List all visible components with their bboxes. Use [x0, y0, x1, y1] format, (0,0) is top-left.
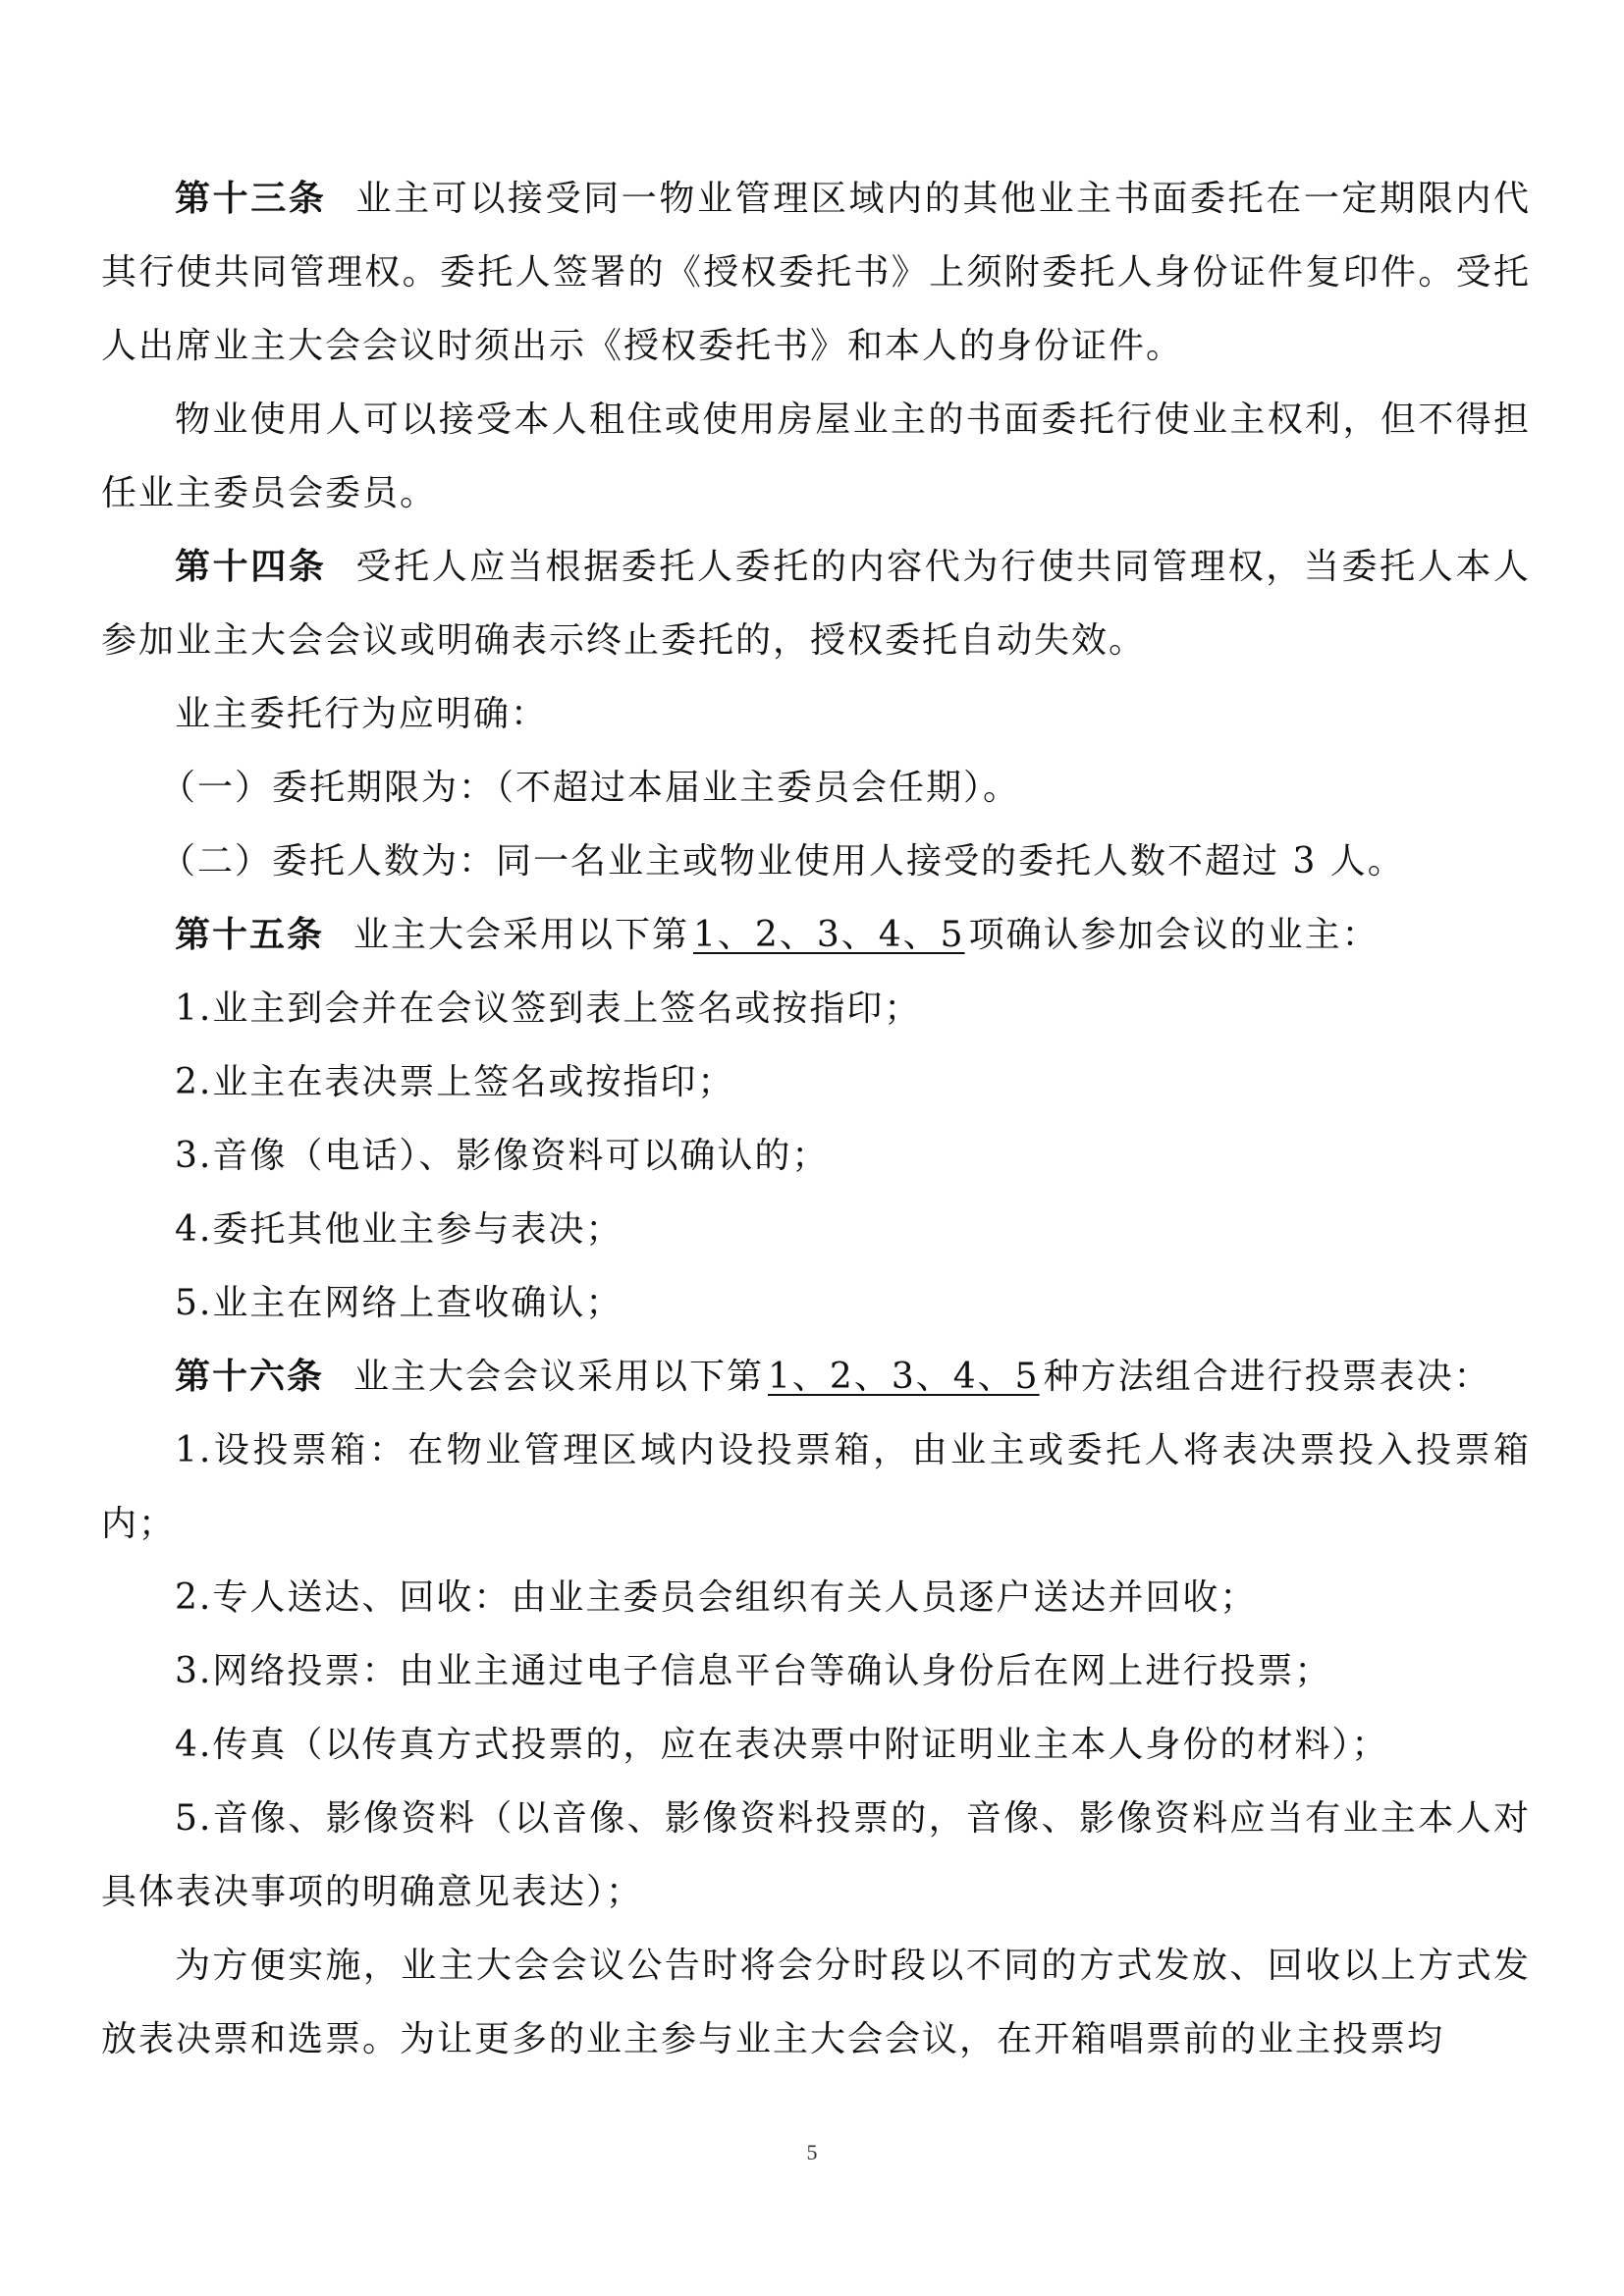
- article-15-label: 第十五条: [175, 914, 325, 955]
- article-16-label: 第十六条: [175, 1356, 325, 1397]
- article-16-item: 2.专人送达、回收：由业主委员会组织有关人员逐户送达并回收；: [175, 1577, 1258, 1618]
- article-15-item: 5.业主在网络上查收确认；: [175, 1283, 623, 1323]
- article-13: [101, 162, 1531, 383]
- article-14-item-2: （二）委托人数为：同一名业主或物业使用人接受的委托人数不超过 3 人。: [160, 841, 1405, 881]
- document-body: [101, 162, 1531, 2076]
- article-13-text: 业主可以接受同一物业管理区域内的其他业主书面委托在一定期限内代其行使共同管理权。委托人签署的《授权委托书》上须附委托人身份证件复印件。受托人出席业主大会会议时须出示《授权委托书》和本人的身份证件。: [101, 179, 1531, 366]
- article-15-post: 项确认参加会议的业主：: [968, 915, 1380, 955]
- article-15: [101, 898, 1531, 972]
- article-15-fill-blank: 1、2、3、4、5: [693, 915, 965, 955]
- article-16-item: 4.传真（以传真方式投票的，应在表决票中附证明业主本人身份的材料）；: [175, 1725, 1389, 1765]
- article-16: [101, 1340, 1531, 1414]
- article-14: [101, 530, 1531, 677]
- article-16-pre: 业主大会会议采用以下第: [353, 1357, 765, 1397]
- article-15-pre: 业主大会采用以下第: [353, 915, 690, 955]
- article-15-item: 1.业主到会并在会议签到表上签名或按指印；: [175, 988, 922, 1029]
- article-16-item: 3.网络投票：由业主通过电子信息平台等确认身份后在网上进行投票；: [175, 1651, 1332, 1691]
- article-14-item-1: （一）委托期限为：（不超过本届业主委员会任期）。: [160, 768, 1021, 808]
- article-16-item: 5.音像、影像资料（以音像、影像资料投票的，音像、影像资料应当有业主本人对具体表决事项的明确意见表达）；: [101, 1798, 1531, 1912]
- article-14-label: 第十四条: [175, 546, 327, 587]
- article-13-label: 第十三条: [175, 178, 327, 219]
- page-number: 5: [806, 2140, 818, 2164]
- article-16-fill-blank: 1、2、3、4、5: [768, 1357, 1040, 1397]
- article-14-text: 受托人应当根据委托人委托的内容代为行使共同管理权，当委托人本人参加业主大会会议或明确表示终止委托的，授权委托自动失效。: [101, 547, 1531, 661]
- article-16-closing: 为方便实施，业主大会会议公告时将会分时段以不同的方式发放、回收以上方式发放表决票和选票。为让更多的业主参与业主大会会议，在开箱唱票前的业主投票均: [101, 1946, 1531, 2059]
- article-13-paragraph-2: 物业使用人可以接受本人租住或使用房屋业主的书面委托行使业主权利，但不得担任业主委员会委员。: [101, 400, 1531, 513]
- article-15-item: 3.音像（电话）、影像资料可以确认的；: [175, 1136, 830, 1176]
- article-15-item: 4.委托其他业主参与表决；: [175, 1209, 623, 1250]
- article-14-paragraph-2: 业主委托行为应明确：: [175, 694, 549, 734]
- article-16-post: 种方法组合进行投票表决：: [1043, 1357, 1491, 1397]
- article-16-item: 1.设投票箱：在物业管理区域内设投票箱，由业主或委托人将表决票投入投票箱内；: [101, 1430, 1531, 1544]
- article-15-item: 2.业主在表决票上签名或按指印；: [175, 1062, 735, 1102]
